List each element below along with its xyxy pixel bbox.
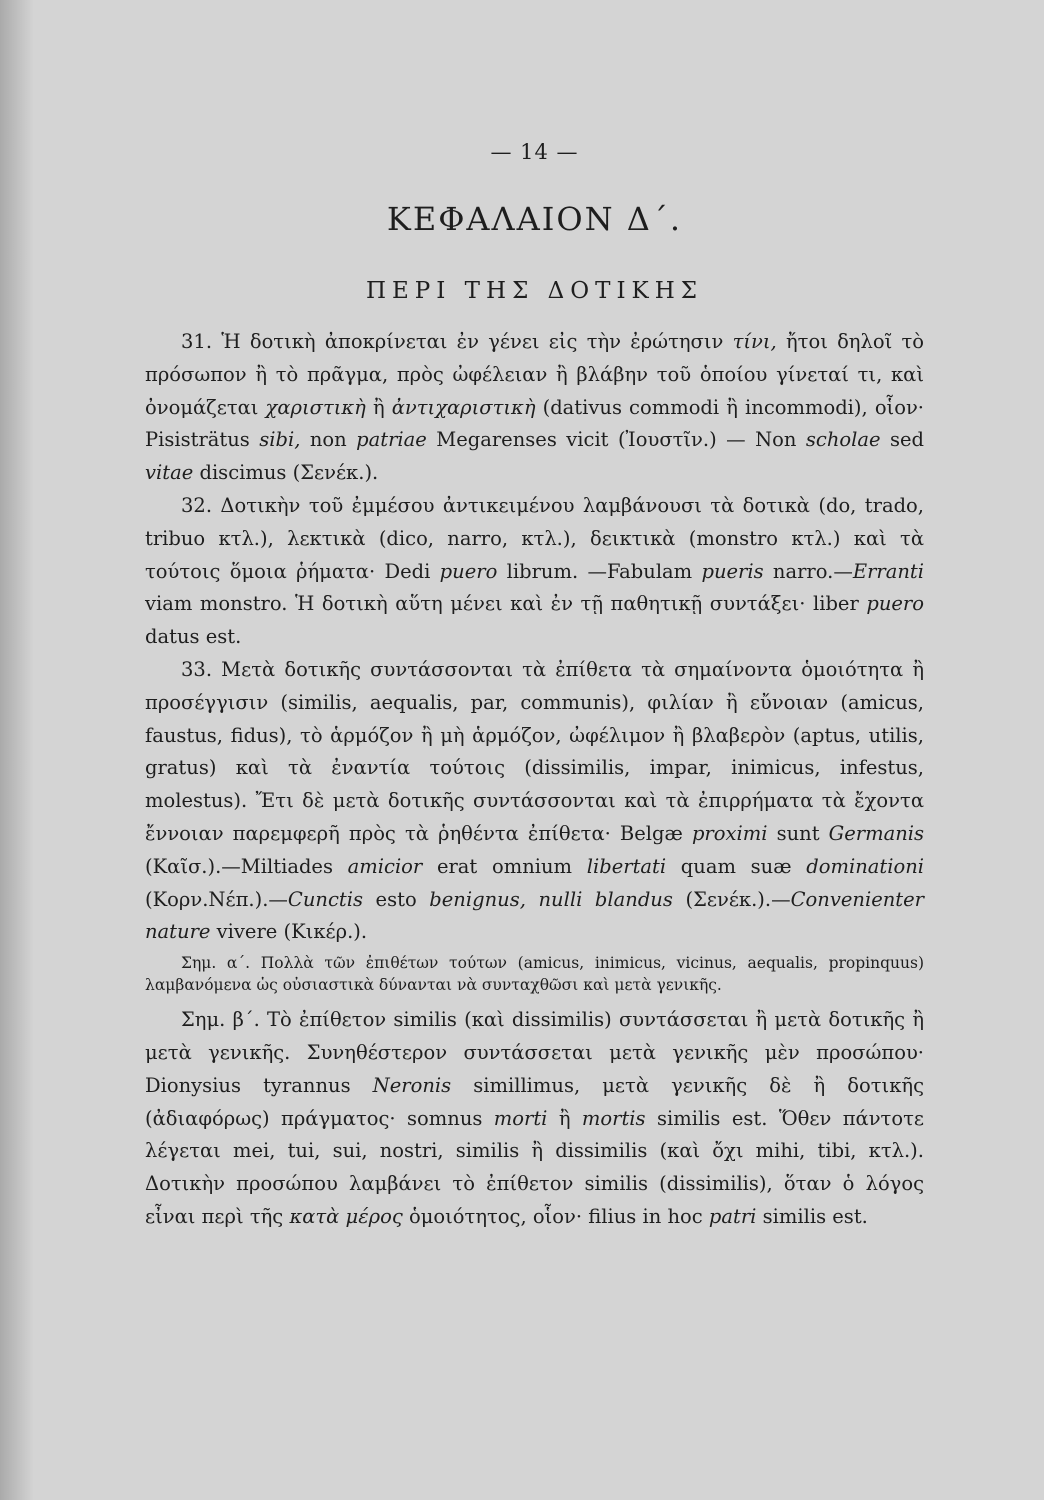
- section-title: ΠΕΡΙ ΤΗΣ ΔΟΤΙΚΗΣ: [365, 278, 704, 304]
- binding-shadow: [0, 0, 34, 1500]
- paragraph-32: 32. Δοτικὴν τοῦ ἐμμέσου ἀντικειμένου λαμβάνουσι τὰ δοτικὰ (do, trado, tribuo κτλ.), λεκτικὰ (dico, narro, κτλ.), δεικτικὰ (monstro κτλ.) καὶ τὰ τούτοις ὅμοια ῥήματα· Dedi puero librum. —Fabulam pueris narro.—Erranti viam monstro. Ἡ δοτικὴ αὕτη μένει καὶ ἐν τῇ παθητικῇ συντάξει· liber puero datus est.: [145, 493, 925, 649]
- paragraph-number: 32.: [181, 493, 213, 517]
- page-number: — 14 —: [490, 140, 579, 164]
- note-b: Σημ. β΄. Τὸ ἐπίθετον similis (καὶ dissimilis) συντάσσεται ἢ μετὰ δοτικῆς ἢ μετὰ γενικῆς. Συνηθέστερον συντάσσεται μετὰ γενικῆς μὲν προσώπου· Dionysius tyrannus Neronis simillimus, μετὰ γενικῆς δὲ ἢ δοτικῆς (ἀδιαφόρως) πράγματος· somnus morti ἢ mortis similis est. Ὅθεν πάντοτε λέγεται mei, tui, sui, nostri, similis ἢ dissimilis (καὶ ὄχι mihi, tibi, κτλ.). Δοτικὴν προσώπου λαμβάνει τὸ ἐπίθετον similis (dissimilis), ὅταν ὁ λόγος εἶναι περὶ τῆς κατὰ μέρος ὁμοιότητος, οἷον· filius in hoc patri similis est.: [145, 1008, 924, 1228]
- paragraph-number: 31.: [181, 330, 213, 353]
- paragraph-33: 33. Μετὰ δοτικῆς συντάσσονται τὰ ἐπίθετα τὰ σημαίνοντα ὁμοιότητα ἢ προσέγγισιν (similis, aequalis, par, communis), φιλίαν ἢ εὔνοιαν (amicus, faustus, fidus), τὸ ἁρμόζον ἢ μὴ ἁρμόζον, ὠφέλιμον ἢ βλαβερὸν (aptus, utilis, gratus) καὶ τὰ ἐναντία τούτοις (dissimilis, impar, inimicus, infestus, molestus). Ἔτι δὲ μετὰ δοτικῆς συντάσσονται καὶ τὰ ἐπιρρήματα τὰ ἔχοντα ἔννοιαν παρεμφερῆ πρὸς τὰ ῥηθέντα ἐπίθετα· Belgæ proximi sunt Germanis (Καῖσ.).—Miltiades amicior erat omnium libertati quam suæ dominationi (Κορν.Νέπ.).—Cunctis esto benignus, nulli blandus (Σενέκ.).—Convenienter nature vivere (Κικέρ.).: [145, 657, 925, 944]
- chapter-title: ΚΕΦΑΛΑΙΟΝ Δ΄.: [386, 200, 683, 238]
- paragraph-31: 31. Ἡ δοτικὴ ἀποκρίνεται ἐν γένει εἰς τὴν ἐρώτησιν τίνι, ἤτοι δηλοῖ τὸ πρόσωπον ἢ τὸ πρᾶγμα, πρὸς ὠφέλειαν ἢ βλάβην τοῦ ὁποίου γίνεταί τι, καὶ ὀνομάζεται χαριστικὴ ἢ ἀντιχαριστικὴ (dativus commodi ἢ incommodi), οἷον· Pisisträtus sibi, non patriae Megarenses vicit (Ἰουστῖν.) — Non scholae sed vitae discimus (Σενέκ.).: [145, 330, 924, 485]
- paragraph-number: 33.: [181, 657, 213, 681]
- note-a: Σημ. α΄. Πολλὰ τῶν ἐπιθέτων τούτων (amicus, inimicus, vicinus, aequalis, propinquus) λαμβανόμενα ὡς οὐσιαστικὰ δύνανται νὰ συνταχθῶσι καὶ μετὰ γενικῆς.: [145, 954, 924, 994]
